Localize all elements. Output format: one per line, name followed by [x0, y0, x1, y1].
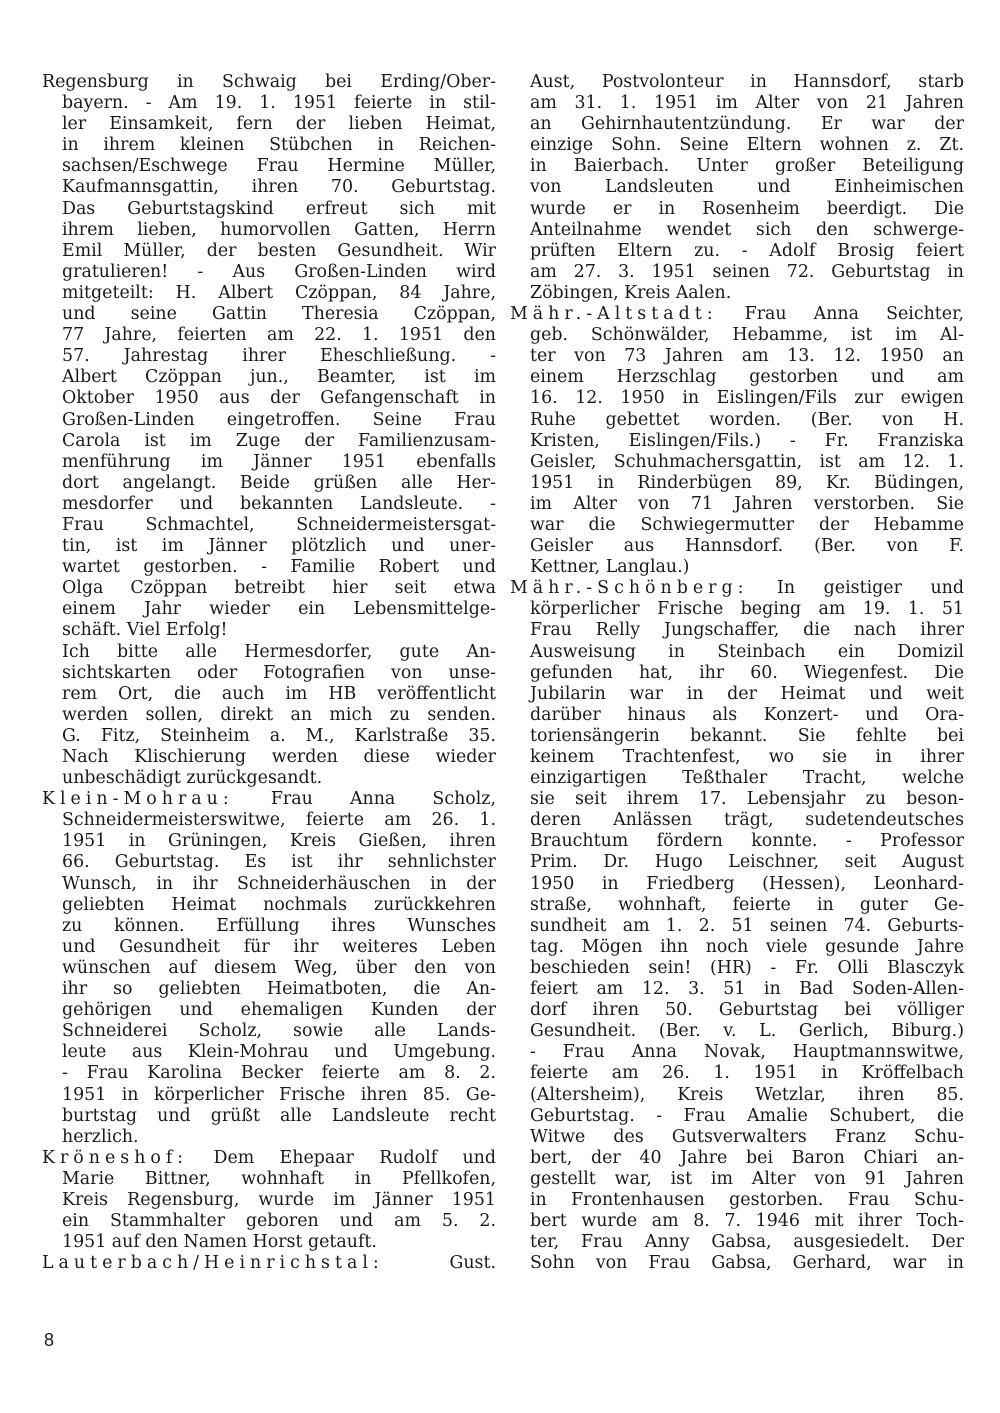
text-line: [42, 1148, 496, 1169]
text-line: Anteilnahme wendet sich den schwerge-: [530, 219, 964, 240]
page-number: 8: [44, 1330, 55, 1350]
text-line: körperlicher Frische beging am 19. 1. 51: [530, 599, 964, 620]
text-line: in ihrem kleinen Stübchen in Reichen-: [62, 135, 496, 156]
paragraph-lauterbach-heinrichstal: [42, 1253, 496, 1274]
text-line: gestellt war, ist im Alter von 91 Jahren: [530, 1168, 964, 1189]
text-line: einzige Sohn. Seine Eltern wohnen z. Zt.: [530, 135, 964, 156]
text-line: in Baierbach. Unter großer Beteiligung: [530, 156, 964, 177]
text-line: G. Fitz, Steinheim a. M., Karlstraße 35.: [62, 725, 496, 746]
text-line: Frau Schmachtel, Schneidermeistersgat-: [62, 514, 496, 535]
text-line: Sohn von Frau Gabsa, Gerhard, war in: [530, 1253, 964, 1274]
text-line: am 31. 1. 1951 im Alter von 21 Jahren: [530, 93, 964, 114]
text-line: ter, Frau Anny Gabsa, ausgesiedelt. Der: [530, 1232, 964, 1253]
text-line: Ich bitte alle Hermesdorfer, gute An-: [62, 641, 496, 662]
text-line: gratulieren! - Aus Großen-Linden wird: [62, 261, 496, 282]
text-line: Geisler, Schuhmachersgattin, ist am 12. 1.: [530, 451, 964, 472]
text-line: und Gesundheit für ihr weiteres Leben: [62, 936, 496, 957]
text-line: feiert am 12. 3. 51 in Bad Soden-Allen-: [530, 979, 964, 1000]
text-line: keinem Trachtenfest, wo sie in ihrer: [530, 747, 964, 767]
text-line: sachsen/Eschwege Frau Hermine Müller,: [62, 156, 496, 177]
text-line: - Frau Anna Novak, Hauptmannswitwe,: [530, 1042, 964, 1063]
text-line: einem Jahr wieder ein Lebensmittelge-: [62, 599, 496, 620]
text-line: Brauchtum fördern konnte. - Professor: [530, 831, 964, 852]
text-line: (Altersheim), Kreis Wetzlar, ihren 85.: [530, 1084, 964, 1105]
text-line: Emil Müller, der besten Gesundheit. Wir: [62, 240, 496, 261]
text-line: sie seit ihrem 17. Lebensjahr zu beson-: [530, 789, 964, 810]
text-line: und seine Gattin Theresia Czöppan,: [62, 304, 496, 325]
text-line: menführung im Jänner 1951 ebenfalls: [62, 451, 496, 472]
text-line: rem Ort, die auch im HB veröffentlicht: [62, 683, 496, 704]
text-line: Gesundheit. (Ber. v. L. Gerlich, Biburg.): [530, 1021, 964, 1042]
text-line: geb. Schönwälder, Hebamme, ist im Al-: [530, 325, 964, 346]
text-line: bert wurde am 8. 7. 1946 mit ihrer Toch-: [530, 1211, 964, 1232]
text-line: Kreis Regensburg, wurde im Jänner 1951: [62, 1189, 496, 1210]
text-line: ihr so geliebten Heimatboten, die An-: [62, 979, 496, 1000]
text-line: im Alter von 71 Jahren verstorben. Sie: [530, 493, 964, 514]
text-line: Albert Czöppan jun., Beamter, ist im: [62, 367, 496, 388]
place-heading: Mähr.-Altstadt:: [510, 304, 718, 325]
text-line: [510, 578, 964, 599]
text-line: einem Herzschlag gestorben und am: [530, 367, 964, 388]
text-line: Wunsch, in ihr Schneiderhäuschen in der: [62, 873, 496, 894]
text-line: geliebten Heimat nochmals zurückkehren: [62, 894, 496, 915]
text-line: [42, 1253, 496, 1274]
text-line: an Gehirnhautentzündung. Er war der: [530, 114, 964, 135]
paragraph-continuation-regensburg: [42, 72, 496, 642]
text-line: Regensburg in Schwaig bei Erding/Ober-: [42, 72, 496, 92]
text-line: Zöbingen, Kreis Aalen.: [530, 282, 732, 303]
text-line: in Frontenhausen gestorben. Frau Schu-: [530, 1189, 964, 1210]
place-heading: Klein-Mohrau:: [42, 789, 234, 810]
text-line: Ausweisung in Steinbach ein Domizil: [530, 641, 964, 662]
text-line: straße, wohnhaft, feierte in guter Ge-: [530, 894, 964, 915]
text-line: von Landsleuten und Einheimischen: [530, 177, 964, 198]
text-line: zu können. Erfüllung ihres Wunsches: [62, 915, 496, 936]
text-line: Das Geburtstagskind erfreut sich mit: [62, 198, 496, 219]
text-line: Großen-Linden eingetroffen. Seine Frau: [62, 409, 496, 430]
paragraph-kroneshof: [42, 1148, 496, 1253]
text-line: leute aus Klein-Mohrau und Umgebung.: [62, 1042, 496, 1063]
text-line: mitgeteilt: H. Albert Czöppan, 84 Jahre,: [62, 282, 496, 303]
place-heading: Lauterbach/Heinrichstal:: [42, 1253, 384, 1274]
text-line: gefunden hat, ihr 60. Wiegenfest. Die: [530, 662, 964, 683]
text-line: 77 Jahre, feierten am 22. 1. 1951 den: [62, 325, 496, 346]
text-line: deren Anlässen trägt, sudetendeutsches: [530, 810, 964, 831]
text-line: - Frau Karolina Becker feierte am 8. 2.: [62, 1063, 496, 1084]
text-line: wartet gestorben. - Familie Robert und: [62, 557, 496, 578]
line-text: Frau Anna Seichter,: [717, 304, 964, 325]
text-line: schäft. Viel Erfolg!: [62, 620, 228, 641]
text-line: tag. Mögen ihn noch viele gesunde Jahre: [530, 936, 964, 957]
text-line: burtstag und grüßt alle Landsleute recht: [62, 1105, 496, 1126]
text-line: mesdorfer und bekannten Landsleute. -: [62, 493, 496, 514]
place-heading: Kröneshof:: [42, 1147, 189, 1168]
text-line: Jubilarin war in der Heimat und weit: [530, 683, 964, 704]
text-line: prüften Eltern zu. - Adolf Brosig feiert: [530, 240, 964, 261]
text-line: war die Schwiegermutter der Hebamme: [530, 514, 964, 535]
text-line: toriensängerin bekannt. Sie fehlte bei: [530, 725, 964, 746]
text-line: 57. Jahrestag ihrer Eheschließung. -: [62, 346, 496, 367]
text-line: Witwe des Gutsverwalters Franz Schu-: [530, 1126, 964, 1147]
text-line: Ruhe gebettet worden. (Ber. von H.: [530, 409, 964, 430]
paragraph-lauterbach-continuation: [510, 72, 964, 304]
text-line: [510, 304, 964, 325]
text-line: ter von 73 Jahren am 13. 12. 1950 an: [530, 346, 964, 367]
line-text: Gust.: [383, 1253, 496, 1274]
text-line: Carola ist im Zuge der Familienzusam-: [62, 430, 496, 451]
paragraph-mahr-altstadt: [510, 304, 964, 578]
text-line: Marie Bittner, wohnhaft in Pfellkofen,: [62, 1168, 496, 1189]
text-line: gehörigen und ehemaligen Kunden der: [62, 1000, 496, 1021]
text-line: 1951 auf den Namen Horst getauft.: [62, 1232, 377, 1253]
text-line: wünschen auf diesem Weg, über den von: [62, 957, 496, 978]
paragraph-mahr-schonberg: [510, 578, 964, 1274]
text-line: 66. Geburtstag. Es ist ihr sehnlichster: [62, 852, 496, 873]
text-line: ein Stammhalter geboren und am 5. 2.: [62, 1211, 496, 1232]
text-line: am 27. 3. 1951 seinen 72. Geburtstag in: [530, 261, 964, 282]
text-line: Kristen, Eislingen/Fils.) - Fr. Franziska: [530, 430, 964, 451]
text-line: Aust, Postvolonteur in Hannsdorf, starb: [530, 72, 964, 92]
left-column: [42, 72, 496, 1274]
text-line: tin, ist im Jänner plötzlich und uner-: [62, 536, 496, 557]
text-line: ihrem lieben, humorvollen Gatten, Herrn: [62, 219, 496, 240]
text-line: ler Einsamkeit, fern der lieben Heimat,: [62, 114, 496, 135]
text-line: bayern. - Am 19. 1. 1951 feierte in stil-: [62, 93, 496, 114]
text-line: Schneidermeisterswitwe, feierte am 26. 1.: [62, 810, 496, 831]
text-line: 1951 in Rinderbügen 89, Kr. Büdingen,: [530, 472, 964, 493]
text-line: Geisler aus Hannsdorf. (Ber. von F.: [530, 536, 964, 557]
paragraph-klein-mohrau: [42, 789, 496, 1148]
text-line: Prim. Dr. Hugo Leischner, seit August: [530, 852, 964, 873]
text-line: bert, der 40 Jahre bei Baron Chiari an-: [530, 1147, 964, 1168]
text-line: Olga Czöppan betreibt hier seit etwa: [62, 578, 496, 599]
text-line: 1950 in Friedberg (Hessen), Leonhard-: [530, 873, 964, 894]
text-line: sichtskarten oder Fotografien von unse-: [62, 662, 496, 683]
text-line: Frau Relly Jungschaffer, die nach ihrer: [530, 620, 964, 641]
line-text: Frau Anna Scholz,: [233, 789, 496, 810]
text-line: 1951 in körperlicher Frische ihren 85. Ge-: [62, 1084, 496, 1105]
text-line: dort angelangt. Beide grüßen alle Her-: [62, 472, 496, 493]
text-line: einzigartigen Teßthaler Tracht, welche: [530, 768, 964, 789]
text-line: darüber hinaus als Konzert- und Ora-: [530, 704, 964, 725]
text-line: Geburtstag. - Frau Amalie Schubert, die: [530, 1105, 964, 1126]
text-line: Nach Klischierung werden diese wieder: [62, 747, 496, 767]
text-line: Schneiderei Scholz, sowie alle Lands-: [62, 1021, 496, 1042]
paragraph-appeal-hermesdorfer: [42, 642, 496, 790]
text-line: Kettner, Langlau.): [530, 557, 690, 578]
line-text: In geistiger und: [748, 578, 964, 599]
text-line: 16. 12. 1950 in Eislingen/Fils zur ewigen: [530, 388, 964, 409]
text-line: wurde er in Rosenheim beerdigt. Die: [530, 198, 964, 219]
text-line: beschieden sein! (HR) - Fr. Olli Blasczyk: [530, 957, 964, 978]
text-line: feierte am 26. 1. 1951 in Kröffelbach: [530, 1063, 964, 1084]
text-line: dorf ihren 50. Geburtstag bei völliger: [530, 1000, 964, 1021]
text-line: [42, 789, 496, 810]
text-line: herzlich.: [62, 1126, 139, 1147]
text-line: Oktober 1950 aus der Gefangenschaft in: [62, 388, 496, 409]
line-text: Dem Ehepaar Rudolf und: [188, 1147, 496, 1168]
text-line: unbeschädigt zurückgesandt.: [62, 768, 323, 789]
text-line: Kaufmannsgattin, ihren 70. Geburtstag.: [62, 177, 496, 198]
right-column: [510, 72, 964, 1274]
text-line: 1951 in Grüningen, Kreis Gießen, ihren: [62, 831, 496, 852]
text-line: sundheit am 1. 2. 51 seinen 74. Geburts-: [530, 915, 964, 936]
text-line: werden sollen, direkt an mich zu senden.: [62, 704, 496, 725]
place-heading: Mähr.-Schönberg:: [510, 578, 749, 599]
